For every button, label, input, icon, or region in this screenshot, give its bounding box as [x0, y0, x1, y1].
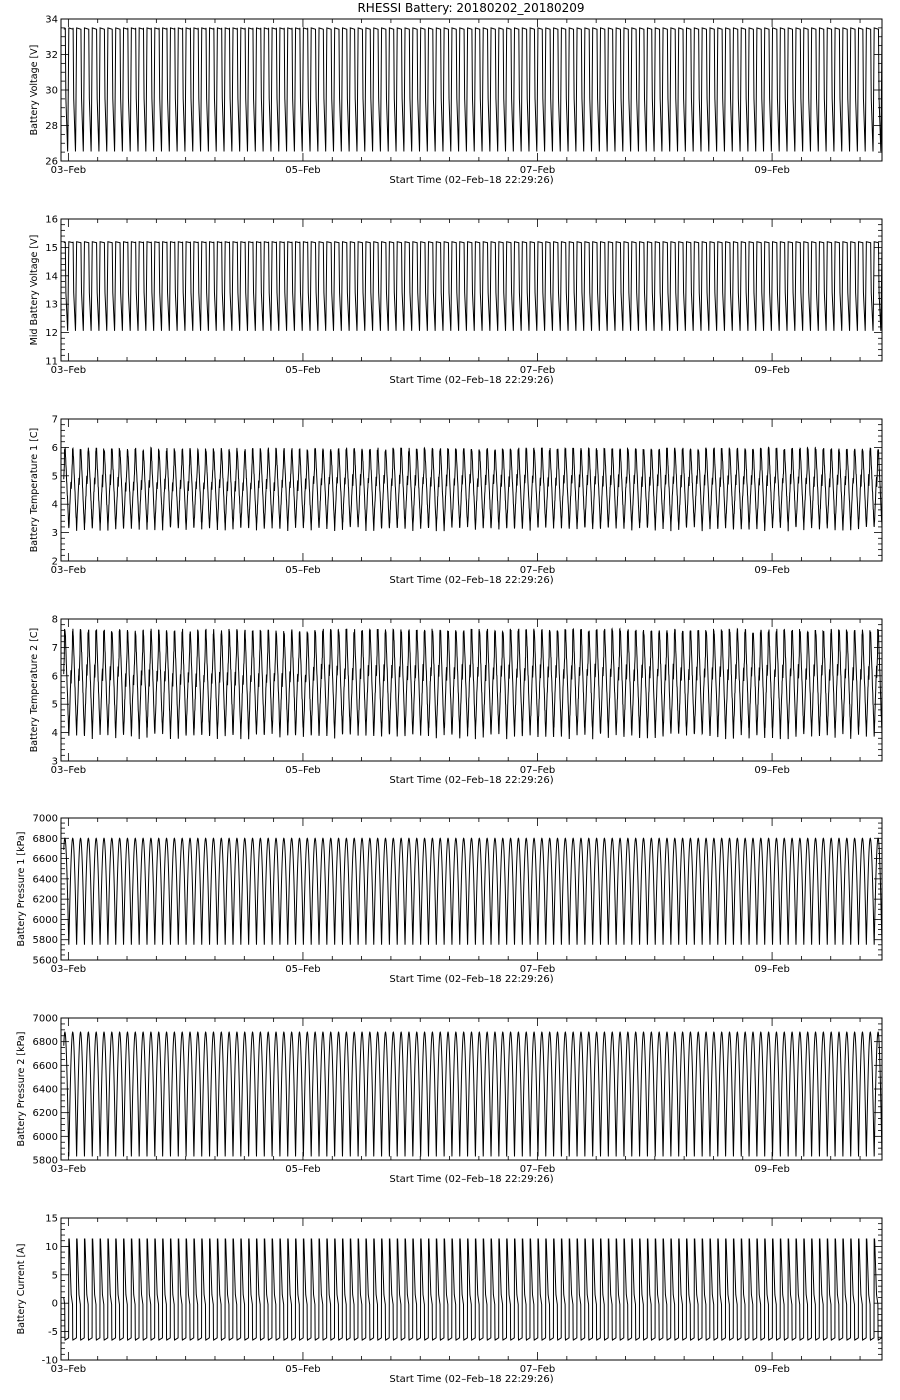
y-tick-label: 6400 — [32, 874, 58, 886]
y-axis-label: Battery Pressure 2 [kPa] — [16, 1031, 27, 1147]
panel-7 — [16, 1214, 882, 1386]
panel-4 — [29, 615, 882, 787]
figure-title: RHESSI Battery: 20180202_20180209 — [357, 1, 585, 15]
series-line-1 — [64, 1239, 882, 1340]
x-tick-label: 03–Feb — [50, 1364, 87, 1375]
plot-frame — [61, 219, 882, 361]
y-tick-label: 16 — [45, 214, 58, 226]
y-tick-label: 32 — [45, 50, 58, 61]
x-tick-label: 09–Feb — [754, 964, 790, 975]
y-tick-label: 6200 — [32, 1108, 58, 1120]
y-tick-label: 26 — [45, 156, 58, 168]
y-tick-label: 5800 — [32, 935, 58, 947]
y-tick-label: 5600 — [32, 955, 58, 967]
x-tick-label: 03–Feb — [50, 964, 87, 975]
y-tick-label: 15 — [45, 242, 58, 254]
y-axis-label: Battery Current [A] — [16, 1243, 27, 1335]
x-tick-label: 09–Feb — [754, 565, 790, 576]
y-tick-label: 3 — [51, 528, 58, 540]
x-tick-label: 09–Feb — [754, 1164, 790, 1175]
x-tick-label: 03–Feb — [50, 1164, 87, 1175]
x-tick-label: 05–Feb — [285, 565, 321, 576]
y-tick-label: 6200 — [32, 894, 58, 906]
series-line-1 — [64, 448, 882, 532]
x-tick-label: 07–Feb — [519, 964, 556, 975]
panel-2 — [29, 215, 882, 387]
y-tick-label: 7 — [51, 642, 58, 654]
y-axis-label: Battery Temperature 1 [C] — [29, 427, 40, 553]
y-tick-label: 34 — [45, 14, 58, 26]
x-tick-label: 05–Feb — [285, 765, 321, 776]
y-tick-label: 30 — [45, 85, 58, 97]
x-tick-label: 07–Feb — [519, 1164, 556, 1175]
x-tick-label: 05–Feb — [285, 365, 321, 376]
y-tick-label: 7000 — [32, 1013, 58, 1025]
y-tick-label: 5800 — [32, 1155, 58, 1167]
x-axis-label: Start Time (02–Feb–18 22:29:26) — [389, 974, 554, 985]
y-axis-label: Battery Temperature 2 [C] — [29, 627, 40, 753]
x-tick-label: 07–Feb — [519, 365, 556, 376]
y-tick-label: 11 — [45, 356, 58, 368]
x-tick-label: 07–Feb — [519, 1364, 556, 1375]
y-tick-label: 6600 — [32, 854, 58, 866]
x-tick-label: 05–Feb — [285, 964, 321, 975]
y-tick-label: -10 — [41, 1355, 58, 1367]
y-tick-label: 7000 — [32, 813, 58, 825]
y-tick-label: 6800 — [32, 1037, 58, 1049]
y-axis-label: Battery Pressure 1 [kPa] — [16, 831, 27, 947]
y-tick-label: 6800 — [32, 833, 58, 845]
y-tick-label: 13 — [45, 299, 58, 311]
y-tick-label: 0 — [51, 1298, 58, 1310]
panel-1 — [29, 15, 882, 187]
series-line-1 — [64, 838, 882, 945]
y-axis-label: Mid Battery Voltage [V] — [29, 234, 40, 346]
x-tick-label: 09–Feb — [754, 765, 790, 776]
x-tick-label: 07–Feb — [519, 765, 556, 776]
x-tick-label: 05–Feb — [285, 1164, 321, 1175]
x-tick-label: 03–Feb — [50, 165, 87, 176]
series-line-1 — [64, 242, 882, 331]
y-tick-label: 4 — [51, 499, 58, 511]
x-tick-label: 03–Feb — [50, 365, 87, 376]
x-axis-label: Start Time (02–Feb–18 22:29:26) — [389, 375, 554, 386]
x-tick-label: 05–Feb — [285, 165, 321, 176]
y-tick-label: 5 — [51, 1270, 58, 1282]
y-tick-label: 6 — [51, 671, 58, 683]
x-tick-label: 09–Feb — [754, 165, 790, 176]
panel-3 — [29, 415, 882, 587]
x-tick-label: 07–Feb — [519, 565, 556, 576]
series-line-1 — [64, 629, 882, 739]
plot-frame — [61, 1018, 882, 1160]
y-tick-label: 6000 — [32, 1131, 58, 1143]
y-tick-label: 2 — [51, 556, 58, 568]
y-tick-label: 14 — [45, 271, 58, 283]
x-tick-label: 05–Feb — [285, 1364, 321, 1375]
y-tick-label: 6000 — [32, 914, 58, 926]
y-tick-label: 8 — [51, 614, 58, 626]
x-axis-label: Start Time (02–Feb–18 22:29:26) — [389, 175, 554, 186]
y-tick-label: 7 — [51, 414, 58, 426]
y-tick-label: 6400 — [32, 1084, 58, 1096]
x-axis-label: Start Time (02–Feb–18 22:29:26) — [389, 1174, 554, 1185]
y-tick-label: 6 — [51, 442, 58, 454]
y-tick-label: 6600 — [32, 1060, 58, 1072]
panel-6 — [16, 1014, 882, 1186]
x-tick-label: 09–Feb — [754, 1364, 790, 1375]
y-axis-label: Battery Voltage [V] — [29, 44, 40, 136]
x-tick-label: 03–Feb — [50, 765, 87, 776]
x-tick-label: 03–Feb — [50, 565, 87, 576]
x-tick-label: 09–Feb — [754, 365, 790, 376]
y-tick-label: 10 — [45, 1241, 58, 1253]
y-tick-label: 28 — [45, 121, 58, 132]
series-line-1 — [64, 28, 882, 152]
x-axis-label: Start Time (02–Feb–18 22:29:26) — [389, 575, 554, 586]
x-axis-label: Start Time (02–Feb–18 22:29:26) — [389, 1374, 554, 1385]
x-tick-label: 07–Feb — [519, 165, 556, 176]
y-tick-label: 15 — [45, 1213, 58, 1225]
y-tick-label: 5 — [51, 471, 58, 483]
x-axis-label: Start Time (02–Feb–18 22:29:26) — [389, 775, 554, 786]
series-line-1 — [64, 1032, 882, 1156]
y-tick-label: 4 — [51, 728, 58, 740]
y-tick-label: 12 — [45, 328, 58, 340]
y-tick-label: 3 — [51, 756, 58, 768]
panel-5 — [16, 814, 882, 986]
y-tick-label: 5 — [51, 699, 58, 711]
y-tick-label: -5 — [48, 1327, 58, 1339]
